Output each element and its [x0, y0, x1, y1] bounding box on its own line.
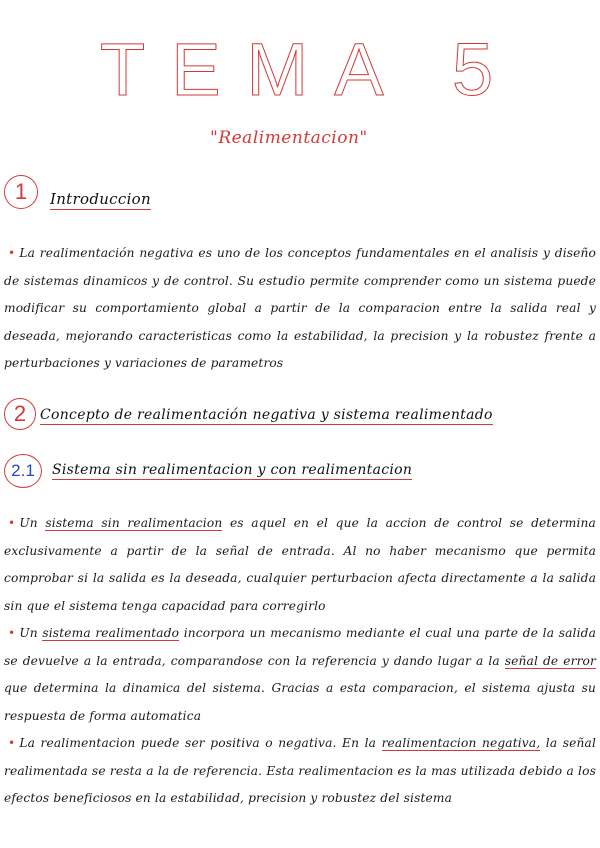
- section-number: 1: [14, 179, 28, 204]
- bullet-dot: •: [8, 736, 16, 750]
- underlined-term: realimentacion negativa,: [381, 736, 541, 750]
- bullet-text: La realimentacion puede ser positiva o negativa. En la: [19, 736, 377, 750]
- section-heading-text: Introduccion: [50, 190, 151, 208]
- subsection-number: 2.1: [11, 461, 35, 480]
- bullet-dot: •: [8, 246, 16, 260]
- bullet-text: Un: [19, 516, 38, 530]
- section-heading-text: Concepto de realimentación negativa y sistema realimentado: [40, 407, 493, 423]
- page-subtitle: "Realimentacion": [210, 128, 368, 148]
- bullet-text: que determina la dinamica del sistema. Gracias a esta comparacion, el sistema ajusta su respuesta de forma automatica: [4, 681, 596, 723]
- section-number-circle: [4, 175, 38, 209]
- underlined-term: sistema sin realimentacion: [45, 516, 223, 530]
- bullet-dot: •: [8, 516, 16, 530]
- bullet-text: Un: [19, 626, 38, 640]
- subsection-heading-text: Sistema sin realimentacion y con realimentacion: [52, 462, 413, 478]
- bullet-text: incorpora un mecanismo mediante el cual una parte de la salida se devuelve a la entrada, comparandose con la referencia y dando lugar a la: [4, 626, 596, 668]
- underlined-term: señal de error: [504, 653, 597, 668]
- subsection-number-circle: [4, 454, 42, 488]
- bullet-paragraph: [4, 620, 596, 730]
- bullet-paragraph: [4, 510, 596, 620]
- section-heading: [50, 190, 151, 208]
- bullet-dot: •: [8, 626, 16, 640]
- section-heading: [40, 407, 493, 423]
- bullet-text: es aquel en el que la accion de control se determina exclusivamente a partir de la señal de entrada. Al no haber mecanismo que permita comprobar si la salida es la deseada, cualquier perturbacion afecta directamente a la salida sin que el sistema tenga capacidad para corregirlo: [4, 516, 596, 613]
- subsection-heading: [52, 462, 412, 478]
- intro-text: La realimentación negativa es uno de los conceptos fundamentales en el analisis y diseño de sistemas dinamicos y de control. Su estudio permite comprender como un sistema puede modificar su comportamiento global a partir de la comparacion entre la salida real y deseada, mejorando caracteristicas como la estabilidad, la precision y la robustez frente a perturbaciones y variaciones de parametros: [4, 246, 596, 370]
- bullet-paragraph: [4, 730, 596, 813]
- page-title: TEMA 5: [100, 28, 520, 111]
- intro-paragraph: [4, 240, 596, 378]
- section-number-circle: [4, 398, 36, 430]
- bullets-block: [4, 510, 596, 813]
- section-number: 2: [13, 401, 27, 426]
- underlined-term: sistema realimentado: [42, 626, 180, 640]
- bullet-text: la señal realimentada se resta a la de referencia. Esta realimentacion es la mas utilizada debido a los efectos beneficiosos en la estabilidad, precision y robustez del sistema: [4, 736, 596, 805]
